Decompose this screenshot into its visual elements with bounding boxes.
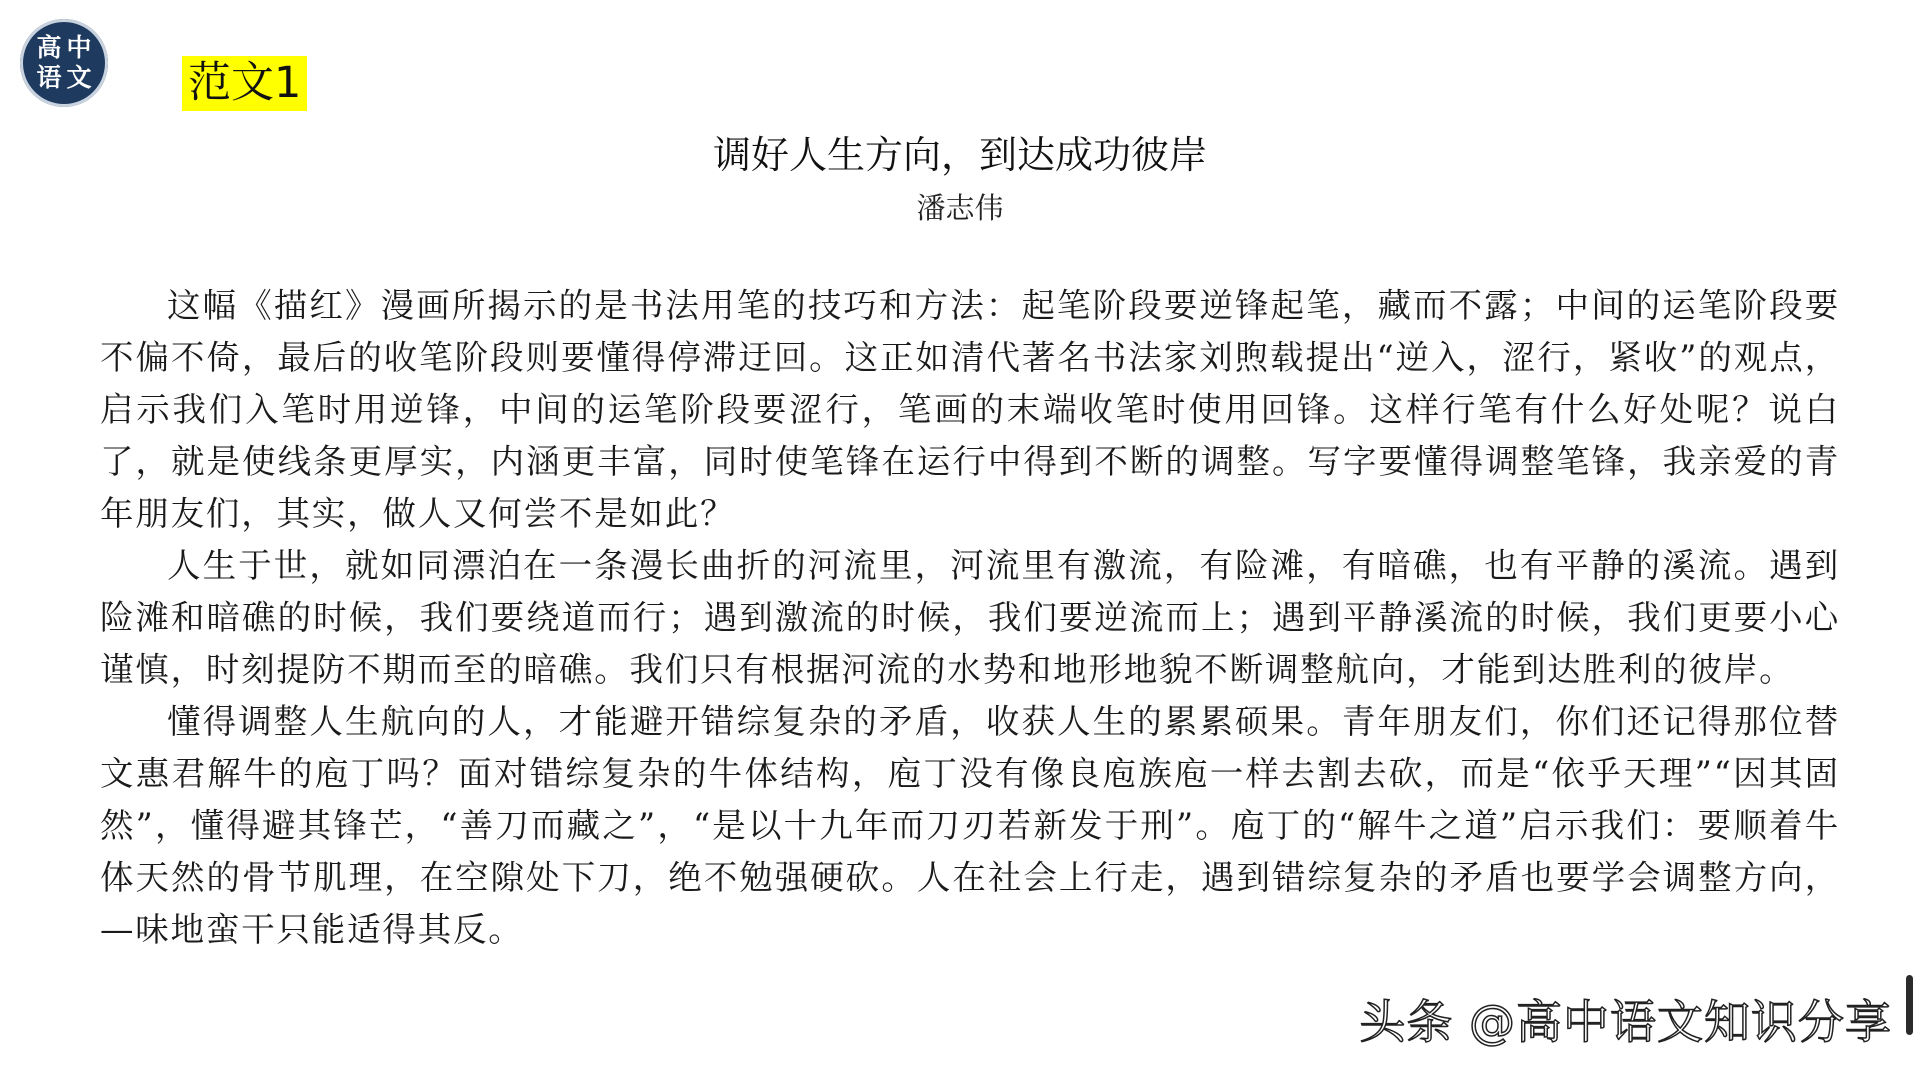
essay-body	[100, 280, 1840, 956]
logo-char: 高	[36, 33, 62, 62]
logo-badge	[20, 19, 108, 107]
sample-essay-tag: 范文1	[182, 56, 307, 111]
paragraph: 人生于世，就如同漂泊在一条漫长曲折的河流里，河流里有激流，有险滩，有暗礁，也有平静的溪流。遇到险滩和暗礁的时候，我们要绕道而行；遇到激流的时候，我们要逆流而上；遇到平静溪流的时候，我们更要小心谨慎，时刻提防不期而至的暗礁。我们只有根据河流的水势和地形地貌不断调整航向，才能到达胜利的彼岸。	[100, 546, 1840, 689]
paragraph: 这幅《描红》漫画所揭示的是书法用笔的技巧和方法：起笔阶段要逆锋起笔，藏而不露；中间的运笔阶段要不偏不倚，最后的收笔阶段则要懂得停滞迂回。这正如清代著名书法家刘煦载提出“逆入，涩行，紧收”的观点，启示我们入笔时用逆锋，中间的运笔阶段要涩行，笔画的末端收笔时使用回锋。这样行笔有什么好处呢？说白了，就是使线条更厚实，内涵更丰富，同时使笔锋在运行中得到不断的调整。写字要懂得调整笔锋，我亲爱的青年朋友们，其实，做人又何尝不是如此？	[100, 286, 1840, 533]
watermark: 头条 @高中语文知识分享	[1359, 995, 1892, 1049]
logo-char: 文	[66, 63, 92, 92]
essay-author: 潘志伟	[916, 191, 1004, 225]
paragraph: 懂得调整人生航向的人，才能避开错综复杂的矛盾，收获人生的累累硕果。青年朋友们，你们还记得那位替文惠君解牛的庖丁吗？面对错综复杂的牛体结构，庖丁没有像良庖族庖一样去割去砍，而是“依乎天理”“因其固然”，懂得避其锋芒，“善刀而藏之”，“是以十九年而刀刃若新发于刑”。庖丁的“解牛之道”启示我们：要顺着牛体天然的骨节肌理，在空隙处下刀，绝不勉强硬砍。人在社会上行走，遇到错综复杂的矛盾也要学会调整方向，—味地蛮干只能适得其反。	[100, 702, 1840, 949]
essay-title: 调好人生方向，到达成功彼岸	[712, 133, 1207, 177]
scrollbar-thumb[interactable]	[1906, 975, 1913, 1035]
logo-char: 语	[36, 63, 62, 92]
logo-char: 中	[66, 33, 92, 62]
